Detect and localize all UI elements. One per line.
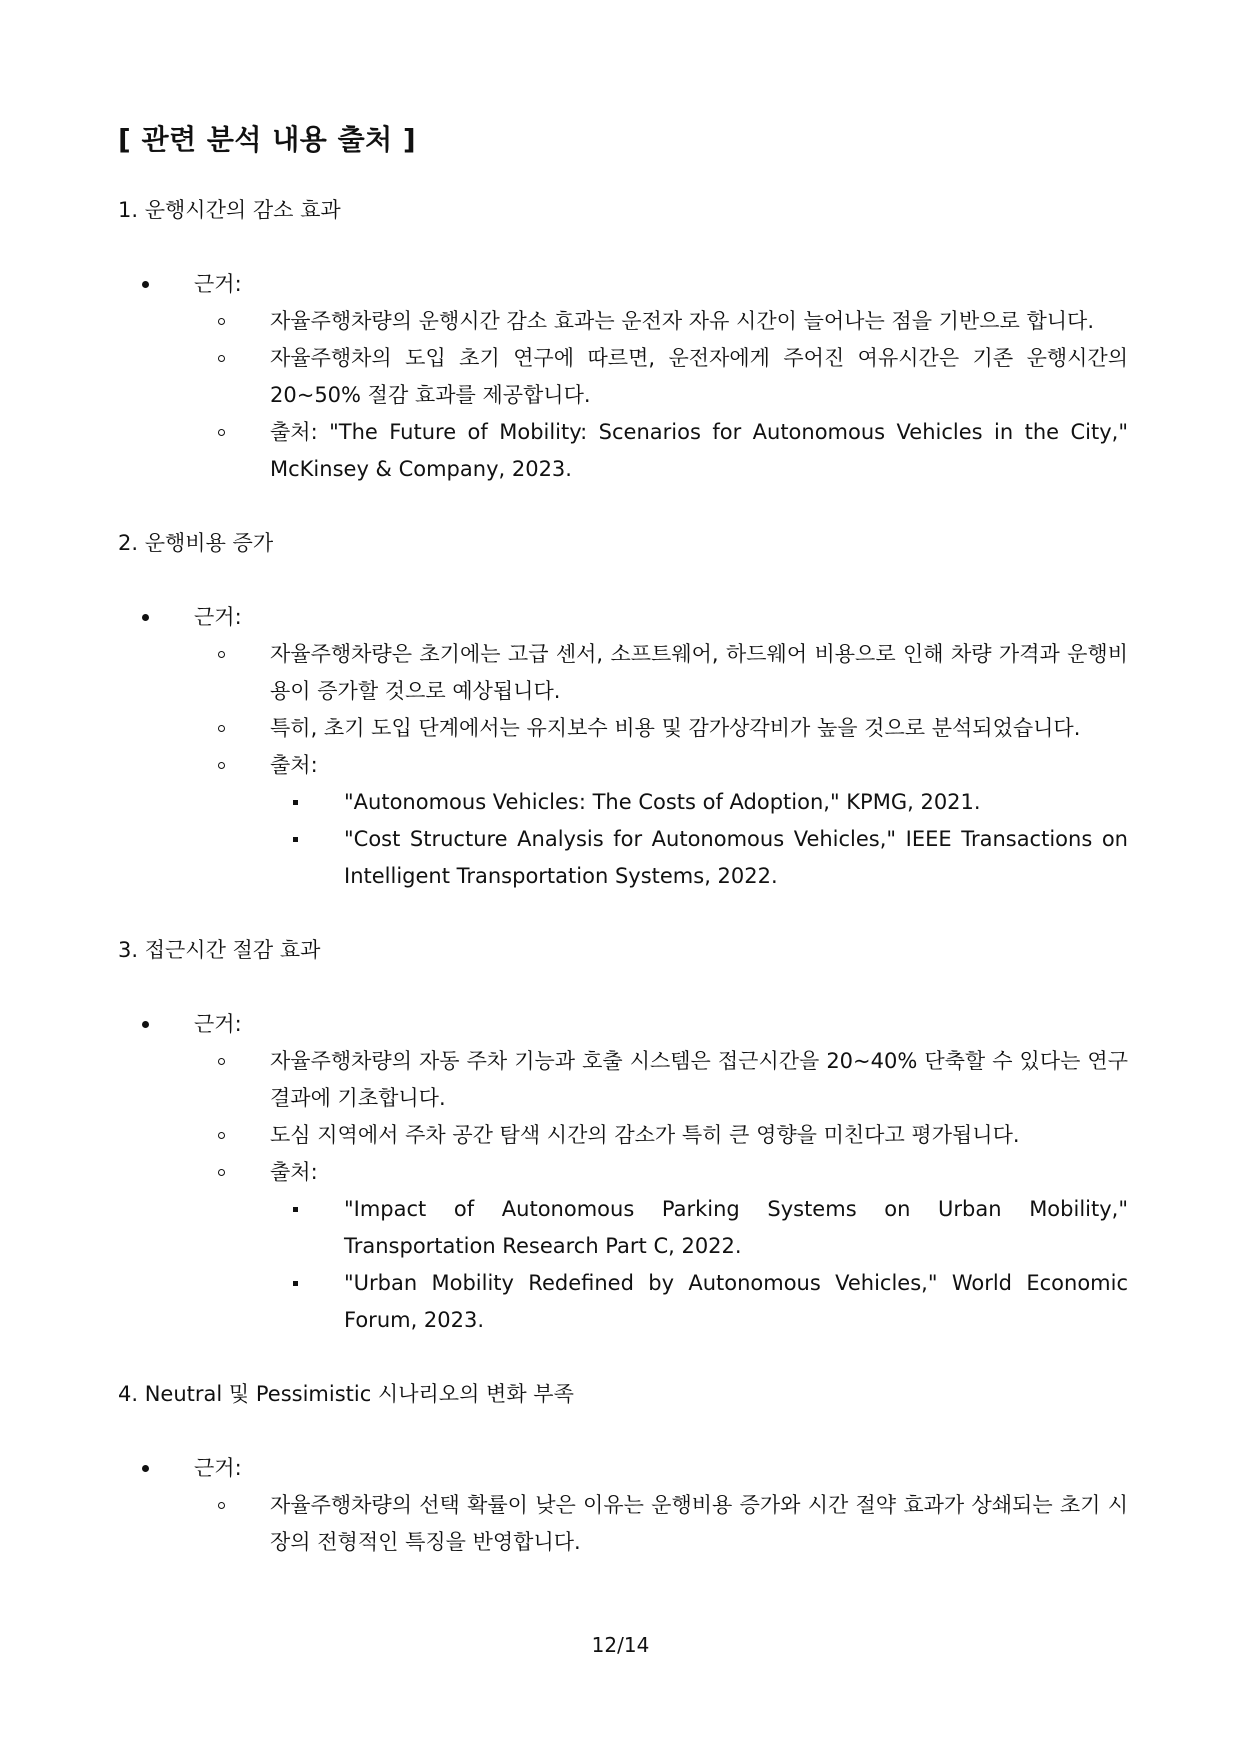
section-1: [118, 192, 1128, 488]
evidence-items: [118, 1487, 1128, 1561]
source-item: "Autonomous Vehicles: The Costs of Adoption," KPMG, 2021.: [118, 784, 1128, 821]
bullet-disc-icon: [142, 281, 149, 288]
evidence-items: [118, 636, 1128, 784]
bullet-square-icon: [293, 1281, 298, 1286]
bullet-disc-icon: [142, 614, 149, 621]
section-2: [118, 525, 1128, 895]
bullet-square-icon: [293, 800, 298, 805]
bullet-square-icon: [293, 837, 298, 842]
list-item: 특히, 초기 도입 단계에서는 유지보수 비용 및 감가상각비가 높을 것으로 분석되었습니다.: [118, 710, 1128, 747]
source-item: "Cost Structure Analysis for Autonomous Vehicles," IEEE Transactions on Intelligent Transportation Systems, 2022.: [118, 821, 1128, 895]
evidence-list: [118, 1006, 1128, 1043]
source-item: "Impact of Autonomous Parking Systems on Urban Mobility," Transportation Research Part C, 2022.: [118, 1191, 1128, 1265]
bullet-circle-icon: [218, 355, 225, 362]
source-label: 출처:: [118, 747, 1128, 784]
bullet-circle-icon: [218, 1132, 225, 1139]
list-item: 자율주행차량의 운행시간 감소 효과는 운전자 자유 시간이 늘어나는 점을 기반으로 합니다.: [118, 303, 1128, 340]
source-label: 출처:: [118, 1154, 1128, 1191]
list-item: 자율주행차량의 자동 주차 기능과 호출 시스템은 접근시간을 20~40% 단축할 수 있다는 연구 결과에 기초합니다.: [118, 1043, 1128, 1117]
list-item: 자율주행차의 도입 초기 연구에 따르면, 운전자에게 주어진 여유시간은 기존 운행시간의 20~50% 절감 효과를 제공합니다.: [118, 340, 1128, 414]
source-list: [118, 1191, 1128, 1339]
list-item: 출처: "The Future of Mobility: Scenarios for Autonomous Vehicles in the City," McKinsey & Company, 2023.: [118, 414, 1128, 488]
source-list: [118, 784, 1128, 895]
evidence-label: 근거:: [118, 1006, 1128, 1043]
bullet-circle-icon: [218, 651, 225, 658]
bullet-circle-icon: [218, 1169, 225, 1176]
source-item: "Urban Mobility Redefined by Autonomous Vehicles," World Economic Forum, 2023.: [118, 1265, 1128, 1339]
evidence-list: [118, 599, 1128, 636]
evidence-list: [118, 266, 1128, 303]
section-4: [118, 1376, 1128, 1561]
bullet-circle-icon: [218, 429, 225, 436]
evidence-label: 근거:: [118, 1450, 1128, 1487]
page-number: 12/14: [591, 1633, 650, 1657]
evidence-items: [118, 303, 1128, 488]
list-item: 자율주행차량은 초기에는 고급 센서, 소프트웨어, 하드웨어 비용으로 인해 차량 가격과 운행비용이 증가할 것으로 예상됩니다.: [118, 636, 1128, 710]
evidence-label: 근거:: [118, 599, 1128, 636]
section-3: [118, 932, 1128, 1339]
bullet-circle-icon: [218, 1058, 225, 1065]
bullet-circle-icon: [218, 762, 225, 769]
evidence-label: 근거:: [118, 266, 1128, 303]
bullet-circle-icon: [218, 1502, 225, 1509]
section-title: 1. 운행시간의 감소 효과: [118, 198, 341, 222]
bullet-circle-icon: [218, 318, 225, 325]
bullet-square-icon: [293, 1207, 298, 1212]
evidence-items: [118, 1043, 1128, 1191]
section-title: 4. Neutral 및 Pessimistic 시나리오의 변화 부족: [118, 1382, 574, 1406]
page-title: [ 관련 분석 내용 출처 ]: [118, 123, 417, 156]
list-item: 자율주행차량의 선택 확률이 낮은 이유는 운행비용 증가와 시간 절약 효과가 상쇄되는 초기 시장의 전형적인 특징을 반영합니다.: [118, 1487, 1128, 1561]
section-title: 2. 운행비용 증가: [118, 531, 274, 555]
bullet-circle-icon: [218, 725, 225, 732]
document-body: [118, 192, 1128, 1598]
evidence-list: [118, 1450, 1128, 1487]
section-title: 3. 접근시간 절감 효과: [118, 938, 321, 962]
list-item: 도심 지역에서 주차 공간 탐색 시간의 감소가 특히 큰 영향을 미친다고 평가됩니다.: [118, 1117, 1128, 1154]
bullet-disc-icon: [142, 1465, 149, 1472]
bullet-disc-icon: [142, 1021, 149, 1028]
